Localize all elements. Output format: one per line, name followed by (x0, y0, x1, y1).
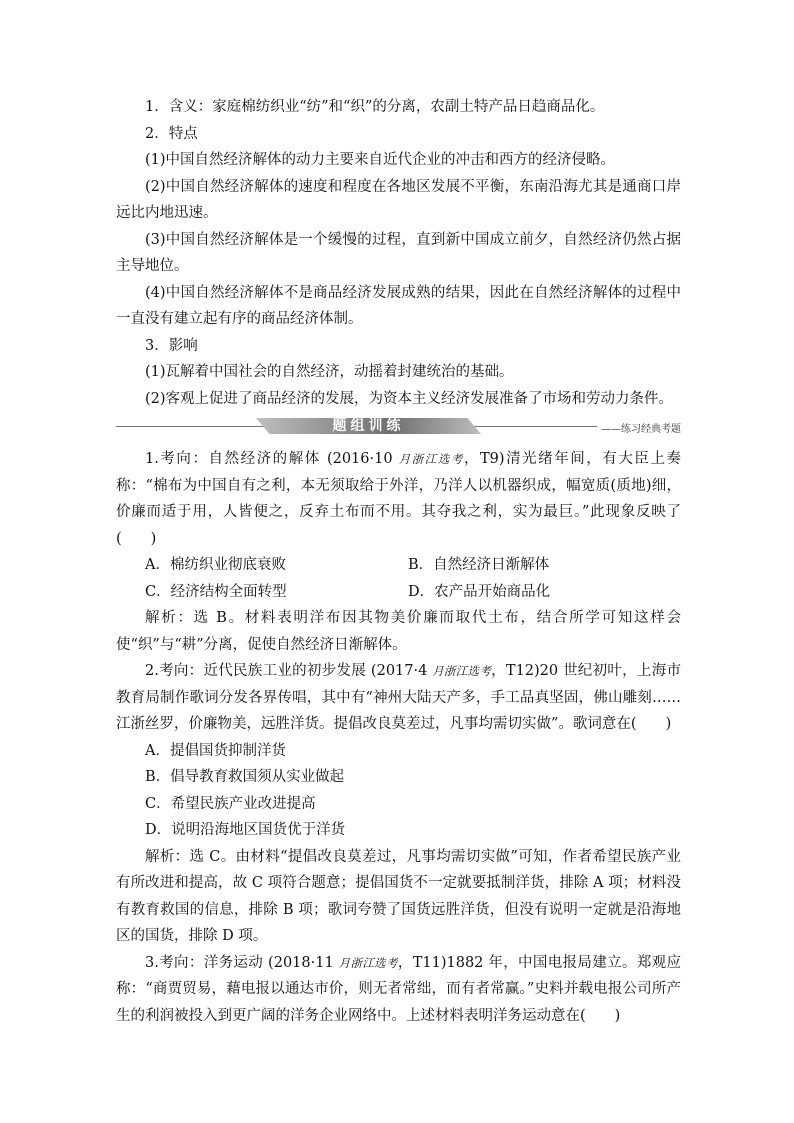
question-1-option-b[interactable]: B．自然经济日渐解体 (408, 557, 550, 573)
banner-subtitle: ——练习经典考题 (597, 420, 681, 435)
question-1-option-c[interactable]: C．经济结构全面转型 (145, 583, 287, 600)
question-2-body: ，T12)20 世纪初叶，上海市教育局制作歌词分发各界传唱，其中有“神州大陆天产多，手工品真坚固，佛山雕刻……江浙丝罗，价廉物美，远胜洋货。提倡改良莫差过，凡事均需切实做”。歌词意在( ) (116, 663, 681, 732)
question-1-option-a[interactable]: A．棉纺织业彻底衰败 (145, 557, 286, 573)
impact-heading: 3．影响 (145, 337, 198, 354)
question-1-stem (116, 446, 681, 552)
question-2-lead: 2.考向：近代民族工业的初步发展 (2017·4 (145, 663, 433, 679)
question-2-stem (116, 658, 681, 738)
meaning-paragraph: 1．含义：家庭棉纺织业“纺”和“织”的分离，农副土特产品日趋商品化。 (145, 99, 605, 115)
feature-3: (3)中国自然经济解体是一个缓慢的过程，直到新中国成立前夕，自然经济仍然占据主导地位。 (116, 231, 681, 274)
feature-heading: 2．特点 (145, 125, 198, 142)
question-2-option-d[interactable]: D．说明沿海地区国货优于洋货 (145, 822, 346, 838)
question-1-options-row-1 (116, 552, 681, 579)
question-1-options-row-2 (116, 579, 681, 606)
section-banner (116, 416, 681, 436)
question-1-option-d[interactable]: D．农产品开始商品化 (408, 583, 551, 600)
banner-title: 题组训练 (332, 418, 405, 434)
question-2-source: 月浙江选考 (432, 664, 492, 678)
question-2-analysis: 解析：选 C。由材料“提倡改良莫差过，凡事均需切实做”可知，作者希望民族产业有所改进和提高，故 C 项符合题意；提倡国货不一定就要抵制洋货，排除 A 项；材料没有教育救国的信息，排除 B 项；歌词夸赞了国货远胜洋货，但没有说明一定就是沿海地区的国货，排除 D 项。 (116, 848, 681, 944)
question-2-option-c[interactable]: C．希望民族产业改进提高 (145, 795, 316, 812)
question-2-option-a[interactable]: A．提倡国货抑制洋货 (145, 742, 286, 759)
question-3-source: 月浙江选考 (338, 955, 398, 970)
question-3-stem (116, 950, 681, 1030)
impact-1: (1)瓦解着中国社会的自然经济，动摇着封建统治的基础。 (145, 364, 514, 380)
feature-2: (2)中国自然经济解体的速度和程度在各地区发展不平衡，东南沿海尤其是通商口岸远比内地迅速。 (116, 178, 681, 221)
question-3-lead: 3.考向：洋务运动 (2018·11 (145, 954, 339, 971)
feature-4: (4)中国自然经济解体不是商品经济发展成熟的结果，因此在自然经济解体的过程中一直没有建立起有序的商品经济体制。 (116, 284, 681, 327)
question-1-analysis: 解析：选 B。材料表明洋布因其物美价廉而取代土布，结合所学可知这样会使“织”与“耕”分离，促使自然经济日渐解体。 (116, 610, 681, 653)
feature-1: (1)中国自然经济解体的动力主要来自近代企业的冲击和西方的经济侵略。 (145, 152, 616, 168)
question-2-option-b[interactable]: B．倡导教育救国须从实业做起 (145, 769, 345, 785)
document-page (116, 94, 681, 1029)
question-3-body: ，T11)1882 年，中国电报局建立。郑观应称：“商贾贸易，藉电报以通达市价，则无者常绌，而有者常赢。”史料并载电报公司所产生的利润被投入到更广阔的洋务企业网络中。上述材料表明洋务运动意在( ) (116, 954, 682, 1024)
question-1-lead: 1.考向：自然经济的解体 (2016·10 (145, 451, 399, 467)
impact-2: (2)客观上促进了商品经济的发展，为资本主义经济发展准备了市场和劳动力条件。 (145, 390, 674, 407)
question-1-source: 月浙江选考 (398, 452, 464, 466)
question-1-body: ，T9)清光绪年间，有大臣上奏称：“棉布为中国自有之利，本无须取给于外洋，乃洋人以机器织成，幅宽质(质地)细，价廉而适于用，人皆便之，反弃土布而不用。其夺我之利，实为最巨。”此现象反映了( ) (116, 451, 681, 547)
